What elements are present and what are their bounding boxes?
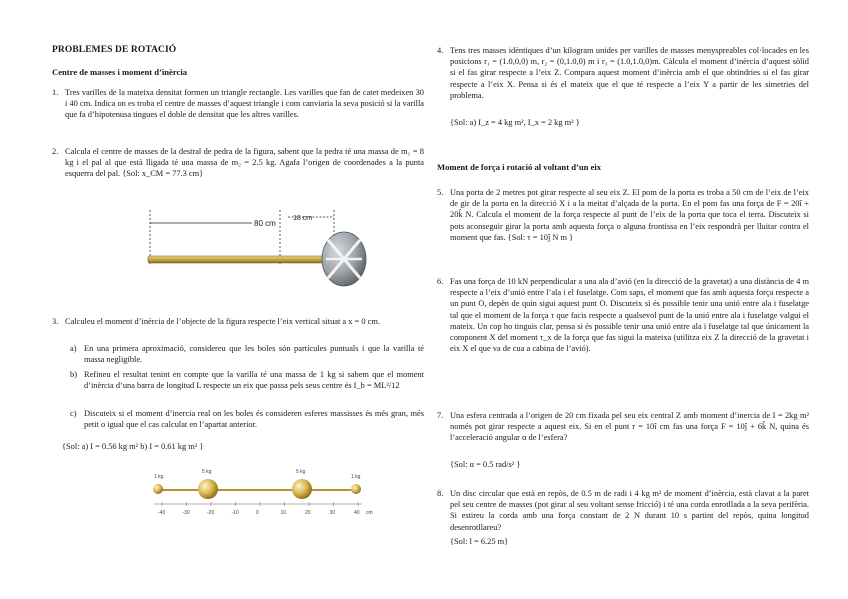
dumbbell-figure	[146, 466, 386, 518]
mass-label: 1 kg	[351, 474, 361, 480]
subitem-label: a)	[70, 344, 77, 353]
problem-text: Un disc circular que està en repòs, de 0.5 m de radi i 4 kg m² de moment d’inèrcia, està clavat a la paret pel seu centre de masses (pot girar al seu voltant sense fricció) i té una corda enrotllada a la seva perifèria. Si estireu la corda amb una força constant de 2 N durant 10 s partint del repòs, quina longitud desenrotllareu?	[450, 489, 809, 532]
problem-number: 2.	[52, 147, 59, 156]
problem-number: 1.	[52, 88, 59, 97]
problem-text: Una esfera centrada a l’origen de 20 cm fixada pel seu eix central Z amb moment d’inercia de I = 2kg m² només pot girar respecte a aquest eix. Si en el punt r = 10î cm fas una força F = 10ĵ + 6k̂ N, quina és l’acceleració angular α de l’esfera?	[450, 411, 809, 443]
problem-3a	[70, 343, 424, 367]
x-axis-ticks	[154, 502, 362, 516]
problem-number: 8.	[437, 489, 444, 498]
mass-4	[351, 484, 361, 494]
problem-text: Una porta de 2 metres pot girar respecte al seu eix Z. El pom de la porta es troba a 50 cm de l’eix de l’eix de gir de la porta en la direcció X i a la meitat d’alçada de la porta. En el pom fas una força de F = 20î + 20k̂ N. Calcula el moment de la força respecte al punt de l’eix de la porta que toca el terra. Discuteix si pots aconseguir girar la porta amb aquesta força o alguna frontissa en l’eix respondrà per lluitar contra el moment que fas. {Sol: τ = 10ĵ N m }	[450, 188, 809, 242]
mass-3	[292, 479, 312, 499]
problem-text: Calculeu el moment d’inèrcia de l’objecte de la figura respecte l’eix vertical situat a x = 0 cm.	[65, 317, 380, 326]
subitem-label: c)	[70, 409, 77, 418]
axis-tick-label: -30	[182, 510, 190, 516]
problem-4	[437, 45, 809, 115]
axis-tick-label: 0	[256, 510, 259, 516]
section-heading-inertia: Centre de masses i moment d’inèrcia	[52, 67, 188, 77]
problem-text: Calcula el centre de masses de la destral de pedra de la figura, sabent que la pedra té una massa de m₁ = 8 kg i el pal al que està lligada té una massa de m₂ = 2.5 kg. Agafa l’origen de coordenades a la punta esquerra del pal. {Sol: x_CM = 77.3 cm}	[65, 147, 424, 179]
problem-2	[52, 146, 424, 192]
problem-5	[437, 187, 809, 257]
problem-3b	[70, 369, 424, 405]
problem-1	[52, 87, 424, 133]
problem-number: 3.	[52, 317, 59, 326]
problem-4-solution: {Sol: a) I_z = 4 kg m², I_x = 2 kg m² }	[450, 118, 580, 127]
problem-8-solution: {Sol: l = 6.25 m}	[450, 537, 509, 546]
axis-unit: cm	[366, 510, 373, 516]
problem-3c	[70, 408, 424, 432]
mass-2	[198, 479, 218, 499]
problem-text: Fas una força de 10 kN perpendicular a una ala d’avió (en la direcció de la gravetat) a una distància de 4 m respecte a l’eix d’unió entre l’ala i el fuselatge. Com saps, el moment que fas amb aquesta força respecte a un punt O, depèn de quin sigui aquest punt O. Discuteix si és possible tenir una unió entre ala i fuselatge tal que el moment de la força τ que facis respecte a qualsevol punt de la unió entre ala i fuselatge valgui el mateix. Un cop ho tinguis clar, pensa si és possible tenir una unió entre ala i fuselatge tal que únicament la component X del moment τ_x de la força que fas sigui la mateixa (utilitza eix Z la direcció de la gravetat i eix X el que va de cua a cabina de l’avió).	[450, 277, 809, 354]
axis-tick-label: 40	[354, 510, 360, 516]
problem-text: Tens tres masses idèntiques d’un kilogram unides per varilles de masses menyspreables col·locades en les posicions r₁ = (1.0,0,0) m, r₂ = (0,1.0,0) m i r₃ = (1.0,1.0,0)m. Càlcula el moment d’inèrcia d’aquest sòlid si el fas girar respecte a l’eix Z. Compara aquest moment d’inèrcia amb el que obtindries si el fas girar respecte a l’eix X. Pensa si és el mateix que el que té respecte a l’eix Y a partir de les simetries del problema.	[450, 46, 809, 100]
subitem-text: Refineu el resultat tenint en compte que la varilla té una massa de 1 kg si sabem que el moment d’inèrcia d’una barra de longitud L respecte un eix que passa pels seus centre és I_b = ML²/12	[84, 370, 424, 391]
axis-tick-label: -40	[158, 510, 166, 516]
mass-label: 1 kg	[154, 474, 164, 480]
subitem-label: b)	[70, 370, 77, 379]
section-heading-torque: Moment de força i rotació al voltant d’un eix	[437, 162, 602, 172]
axis-tick-label: -20	[207, 510, 215, 516]
axe-handle	[148, 256, 344, 263]
mass-1	[153, 484, 163, 494]
mass-label: 5 kg	[296, 469, 306, 475]
label-18cm: 18 cm	[293, 215, 313, 222]
stone-axe-figure	[146, 204, 386, 300]
mass-label: 5 kg	[202, 469, 212, 475]
problem-7-solution: {Sol: α = 0.5 rad/s² }	[450, 460, 521, 469]
problem-number: 5.	[437, 188, 444, 197]
page-title: PROBLEMES DE ROTACIÓ	[52, 45, 177, 55]
subitem-text: Discuteix si el moment d’inercia real on les boles és consideren esferes massisses és més gran, més petit o igual que el cas calculat en l’apartat anterior.	[84, 409, 424, 430]
problem-number: 6.	[437, 277, 444, 286]
axis-tick-label: 10	[280, 510, 287, 516]
problem-text: Tres varilles de la mateixa densitat formen un triangle rectangle. Les varilles que fan de catet medeixen 30 i 40 cm. Indica on es troba el centre de masses d’aquest triangle i com canviaria la seva posició si la varilla que fa d’hipotenusa tingues el doble de densitat que les altres varilles.	[65, 88, 424, 120]
problem-3-solution: {Sol: a) I = 0.56 kg m² b) I = 0.61 kg m² }	[62, 442, 204, 451]
problem-number: 4.	[437, 46, 444, 55]
axis-tick-label: 20	[305, 510, 311, 516]
axis-tick-label: 30	[329, 510, 336, 516]
axis-tick-label: -10	[231, 510, 239, 516]
label-80cm: 80 cm	[254, 219, 276, 228]
problem-3	[52, 316, 424, 340]
problem-7	[437, 410, 809, 456]
problem-number: 7.	[437, 411, 444, 420]
problem-6	[437, 276, 809, 388]
subitem-text: En una primera aproximació, considereu que les boles són partícules puntuals i que la varilla té massa negligible.	[84, 344, 424, 365]
